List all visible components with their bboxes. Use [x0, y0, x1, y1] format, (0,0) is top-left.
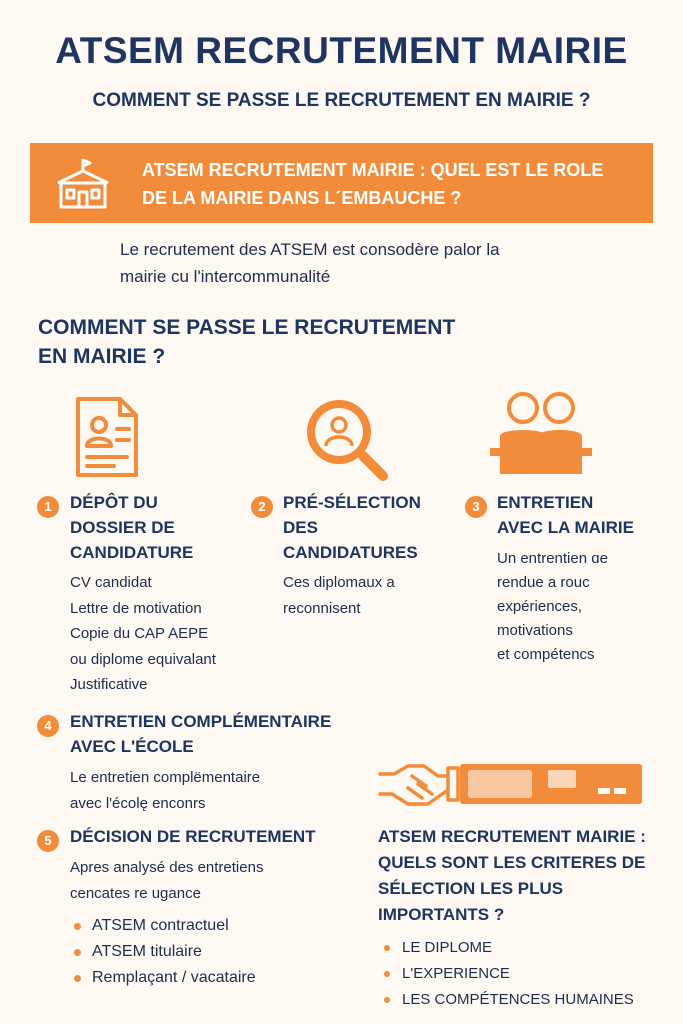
step-title-line: DOSSIER DE	[70, 518, 175, 537]
criteria-heading-line: IMPORTANTS ?	[378, 905, 505, 924]
banner-heading	[142, 156, 647, 212]
page-subtitle: COMMENT SE PASSE LE RECRUTEMENT EN MAIRIE ?	[92, 90, 591, 111]
step-text-line: rendue a rouc	[497, 574, 590, 591]
banner-line: ATSEM RECRUTEMENT MAIRIE : QUEL EST LE ROLE	[142, 160, 604, 180]
step-text-line: cencates re ugance	[70, 884, 201, 902]
step-number-badge: 2	[251, 496, 273, 518]
step-text-line: Justificative	[70, 676, 148, 693]
criteria-heading-line: ATSEM RECRUTEMENT MAIRIE :	[378, 827, 646, 846]
list-item: ATSEM contractuel	[70, 913, 360, 939]
step-description	[70, 855, 360, 906]
intro-line: Le recrutement des ATSEM est consodère palor la	[120, 240, 500, 259]
contract-type-list	[70, 913, 360, 991]
step-number-badge: 1	[37, 496, 59, 518]
banner-line: DE LA MAIRIE DANS L´EMBAUCHE ?	[142, 188, 462, 208]
step-title	[283, 490, 453, 565]
criteria-heading-line: QUELS SONT LES CRITERES DE	[378, 853, 646, 872]
step-text-line: reconnisent	[283, 599, 361, 617]
step-description	[70, 765, 350, 816]
step-title-line: AVEC LA MAIRIE	[497, 518, 634, 537]
step-title-line: CANDIDATURE	[70, 543, 194, 562]
step-text-line: avec l'écolę enconrs	[70, 794, 206, 812]
list-item: ATSEM titulaire	[70, 939, 360, 965]
step-title	[70, 824, 370, 849]
section-heading	[38, 313, 558, 371]
handshake-icon	[378, 760, 644, 808]
magnifier-person-icon	[297, 392, 393, 484]
criteria-heading	[378, 824, 678, 928]
step-title-line: AVEC L'ÉCOLE	[70, 737, 194, 756]
step-text-line: Ces diplomaux a	[283, 574, 395, 591]
two-people-icon	[490, 390, 592, 476]
list-item: LE DIPLOME	[380, 935, 680, 961]
step-title	[497, 490, 677, 540]
step-text-line: expériences,	[497, 598, 583, 615]
town-hall-icon	[52, 157, 114, 211]
step-text-line: Un entrentien ɑe	[497, 550, 608, 567]
step-title-line: ENTRETIEN	[497, 493, 594, 512]
list-item: Remplaçant / vacataire	[70, 965, 360, 991]
document-icon	[74, 396, 140, 478]
step-title	[70, 490, 240, 565]
step-title-line: PRÉ-SÉLECTION	[283, 493, 421, 512]
list-item: L'EXPERIENCE	[380, 961, 680, 987]
step-text-line: CV candidat	[70, 574, 152, 591]
step-number-badge: 5	[37, 830, 59, 852]
criteria-list	[380, 935, 680, 1013]
step-title-line: CANDIDATURES	[283, 543, 418, 562]
section-heading-line: COMMENT SE PASSE LE RECRUTEMENT	[38, 316, 456, 339]
step-text-line: Apres analysé des entretiens	[70, 859, 264, 876]
step-title-line: DÉPÔT DU	[70, 493, 158, 512]
step-text-line: ou diplome equivalant	[70, 650, 216, 668]
step-title-line: DÉCISION DE RECRUTEMENT	[70, 827, 316, 846]
step-text-line: Le entretien complëmentaire	[70, 769, 261, 786]
step-description	[283, 570, 453, 621]
step-description	[497, 547, 677, 667]
intro-line: mairie cu l'intercommunalité	[120, 267, 331, 286]
step-number-badge: 3	[465, 496, 487, 518]
role-banner	[30, 143, 653, 223]
criteria-heading-line: SÉLECTION LES PLUS	[378, 879, 564, 898]
step-title	[70, 709, 370, 759]
page-title: ATSEM RECRUTEMENT MAIRIE	[55, 30, 628, 71]
step-text-line: Copie du CAP AEPE	[70, 625, 209, 642]
intro-text	[120, 236, 600, 290]
step-description	[70, 570, 260, 698]
step-text-line: Lettre de motivation	[70, 599, 202, 617]
section-heading-line: EN MAIRIE ?	[38, 345, 166, 368]
step-title-line: ENTRETIEN COMPLÉMENTAIRE	[70, 712, 332, 731]
step-number-badge: 4	[37, 715, 59, 737]
step-text-line: motivations	[497, 622, 573, 639]
step-title-line: DES	[283, 518, 318, 537]
list-item: LES COMPÉTENCES HUMAINES	[380, 987, 680, 1013]
step-text-line: et compétencs	[497, 646, 595, 663]
